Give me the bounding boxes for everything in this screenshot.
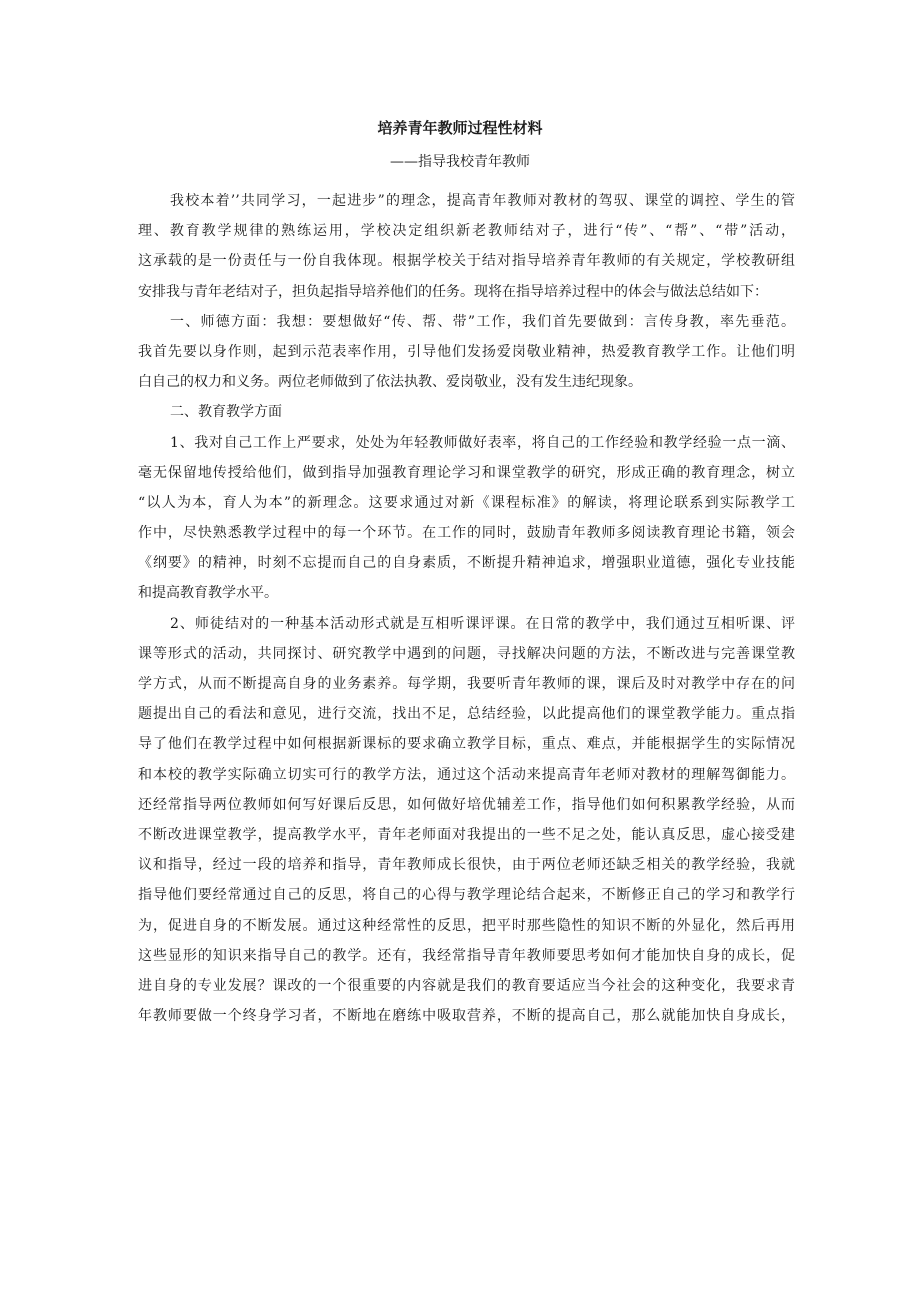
- text-line: 学方式，从而不断提高自身的业务素养。每学期，我要听青年教师的课，课后及时对教学中存在的问: [138, 676, 795, 692]
- text-line: 理、教育教学规律的熟练运用，学校决定组织新老教师结对子，进行“传”、“帮”、“带”活动，: [138, 223, 795, 240]
- text-line: 白自己的权力和义务。两位老师做到了依法执教、爱岗敬业，没有发生违纪现象。: [138, 374, 642, 391]
- text-line: 1、我对自己工作上严要求，处处为年轻教师做好表率，将自己的工作经验和教学经验一点一滴、: [170, 434, 795, 451]
- text-line: 安排我与青年老结对子，担负起指导培养他们的任务。现将在指导培养过程中的体会与做法总结如下：: [138, 283, 768, 300]
- text-line: 和本校的教学实际确立切实可行的教学方法，通过这个活动来提高青年老师对教材的理解驾御能力。: [138, 766, 795, 783]
- text-line: 课等形式的活动，共同探讨、研究教学中遇到的问题，寻找解决问题的方法，不断改进与完善课堂教: [138, 645, 795, 662]
- text-line: 2、师徒结对的一种基本活动形式就是互相听课评课。在日常的教学中，我们通过互相听课、评: [170, 615, 795, 632]
- text-line: 作中，尽快熟悉教学过程中的每一个环节。在工作的同时，鼓励青年教师多阅读教育理论书籍，领会: [138, 525, 795, 542]
- document-body: [138, 186, 795, 1031]
- text-line: 我校本着’’共同学习，一起进步”的理念，提高青年教师对教材的驾驭、课堂的调控、学生的管: [170, 193, 795, 209]
- text-line: 议和指导，经过一段的培养和指导，青年教师成长很快，由于两位老师还缺乏相关的教学经验，我就: [138, 857, 795, 874]
- text-line: 和提高教育教学水平。: [138, 585, 278, 602]
- text-line: 进自身的专业发展？课改的一个很重要的内容就是我们的教育要适应当今社会的这种变化，我要求青: [138, 977, 795, 994]
- text-line: 一、师德方面：我想：要想做好“传、帮、带”工作，我们首先要做到：言传身教，率先垂范。: [170, 313, 795, 330]
- text-line: 这些显形的知识来指导自己的教学。还有，我经常指导青年教师要思考如何才能加快自身的成长，促: [138, 947, 795, 964]
- document-subtitle: ——指导我校青年教师: [390, 154, 530, 170]
- text-line: 为，促进自身的不断发展。通过这种经常性的反思，把平时那些隐性的知识不断的外显化，然后再用: [138, 917, 795, 934]
- text-line: “以人为本，育人为本”的新理念。这要求通过对新《课程标准》的解读，将理论联系到实际教学工: [138, 494, 795, 511]
- text-line: 不断改进课堂教学，提高教学水平，青年老师面对我提出的一些不足之处，能认真反思，虚心接受建: [138, 826, 795, 843]
- text-line: 还经常指导两位教师如何写好课后反思，如何做好培优辅差工作，指导他们如何积累教学经验，从而: [138, 796, 795, 813]
- text-line: 毫无保留地传授给他们，做到指导加强教育理论学习和课堂教学的研究，形成正确的教育理念，树立: [138, 464, 795, 481]
- document-title: 培养青年教师过程性材料: [377, 119, 543, 137]
- text-line: 年教师要做一个终身学习者，不断地在磨练中吸取营养，不断的提高自己，那么就能加快自身成长，: [138, 1008, 795, 1025]
- text-line: 二、教育教学方面: [170, 404, 282, 421]
- text-line: 题提出自己的看法和意见，进行交流，找出不足，总结经验，以此提高他们的课堂教学能力。重点指: [138, 706, 795, 723]
- text-line: 《纲要》的精神，时刻不忘提而自己的自身素质，不断提升精神追求，增强职业道德，强化专业技能: [138, 555, 795, 572]
- text-line: 我首先要以身作则，起到示范表率作用，引导他们发扬爱岗敬业精神，热爱教育教学工作。让他们明: [138, 343, 795, 360]
- text-line: 指导他们要经常通过自己的反思，将自己的心得与教学理论结合起来，不断修正自己的学习和教学行: [138, 887, 795, 904]
- text-line: 这承载的是一份责任与一份自我体现。根据学校关于结对指导培养青年教师的有关规定，学校教研组: [138, 253, 795, 270]
- text-line: 导了他们在教学过程中如何根据新课标的要求确立教学目标，重点、难点，并能根据学生的实际情况: [138, 736, 795, 753]
